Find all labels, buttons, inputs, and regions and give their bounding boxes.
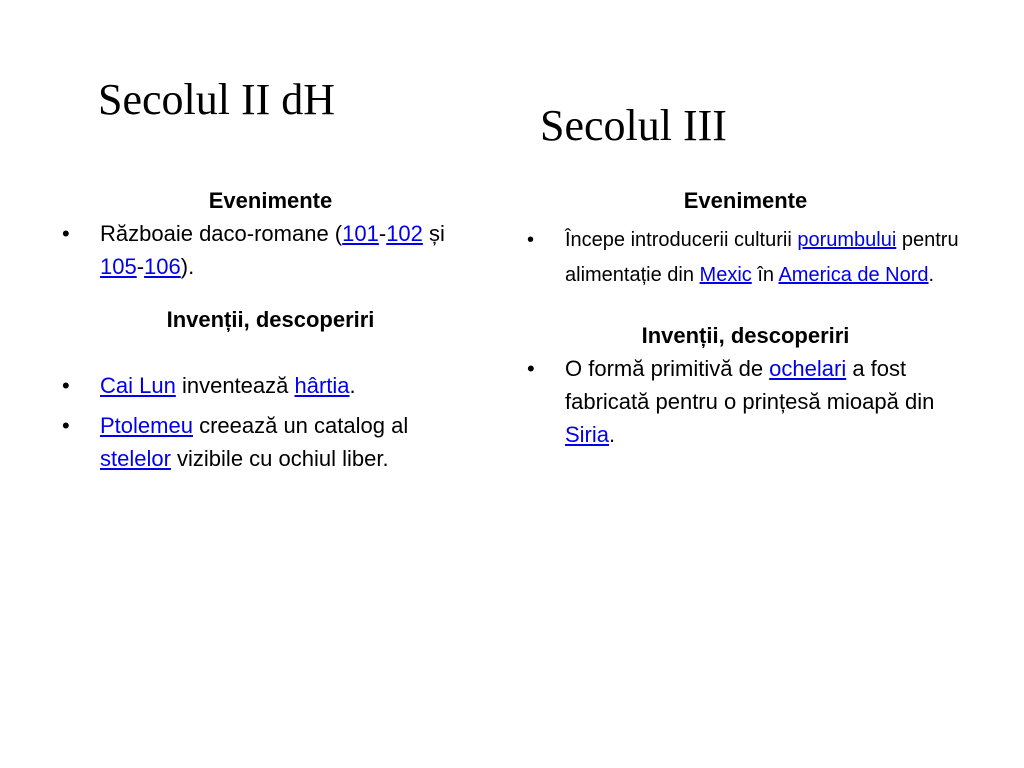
- right-title: Secolul III: [540, 101, 727, 150]
- left-title: Secolul II dH: [98, 75, 336, 124]
- bullet-icon: •: [62, 221, 70, 246]
- list-item: [58, 409, 483, 475]
- link-stelelor[interactable]: stelelor: [100, 446, 171, 471]
- link-mexic[interactable]: Mexic: [699, 264, 752, 286]
- left-column: [58, 186, 483, 482]
- item-text: Începe introducerii culturii: [565, 229, 798, 251]
- item-text: creează un catalog al: [192, 413, 409, 438]
- link-105[interactable]: 105: [100, 254, 137, 279]
- bullet-icon: •: [527, 356, 535, 381]
- item-text: ).: [180, 254, 195, 279]
- right-column: [523, 186, 968, 451]
- left-events-list: [58, 217, 483, 283]
- item-text: și: [422, 221, 445, 246]
- item-text: a fost fabricată pentru o prințesă mioapă din: [565, 356, 935, 414]
- link-cai-lun[interactable]: Cai Lun: [100, 373, 176, 398]
- item-text: vizibile cu ochiul liber.: [170, 446, 389, 471]
- link-ptolemeu[interactable]: Ptolemeu: [100, 413, 193, 438]
- item-text: -: [136, 254, 145, 279]
- right-events-list: [523, 223, 968, 293]
- bullet-icon: •: [62, 373, 70, 398]
- item-text: Războaie daco-romane (: [100, 221, 343, 246]
- list-item: [523, 352, 968, 451]
- right-events-heading: Evenimente: [683, 188, 808, 213]
- left-events-heading: Evenimente: [208, 188, 333, 213]
- link-siria[interactable]: Siria: [565, 422, 610, 447]
- right-inventions-list: [523, 352, 968, 451]
- item-text: .: [609, 422, 616, 447]
- right-inventions-heading: Invenții, descoperiri: [641, 323, 850, 348]
- list-item: [523, 223, 968, 293]
- link-porumbului[interactable]: porumbului: [797, 229, 897, 251]
- bullet-icon: •: [62, 413, 70, 438]
- link-106[interactable]: 106: [144, 254, 181, 279]
- link-america-de-nord[interactable]: America de Nord: [778, 264, 929, 286]
- list-item: [58, 217, 483, 283]
- link-hartia[interactable]: hârtia: [294, 373, 350, 398]
- list-item: [58, 369, 483, 402]
- left-inventions-heading: Invenții, descoperiri: [166, 307, 375, 332]
- link-ochelari[interactable]: ochelari: [769, 356, 847, 381]
- link-101[interactable]: 101: [342, 221, 379, 246]
- link-102[interactable]: 102: [386, 221, 423, 246]
- item-text: pentru alimentație din: [565, 229, 959, 286]
- item-text: O formă primitivă de: [565, 356, 770, 381]
- item-text: .: [349, 373, 356, 398]
- item-text: .: [928, 264, 935, 286]
- left-inventions-list: [58, 369, 483, 475]
- item-text: inventează: [175, 373, 295, 398]
- item-text: în: [751, 264, 779, 286]
- item-text: -: [378, 221, 387, 246]
- bullet-icon: •: [527, 229, 535, 251]
